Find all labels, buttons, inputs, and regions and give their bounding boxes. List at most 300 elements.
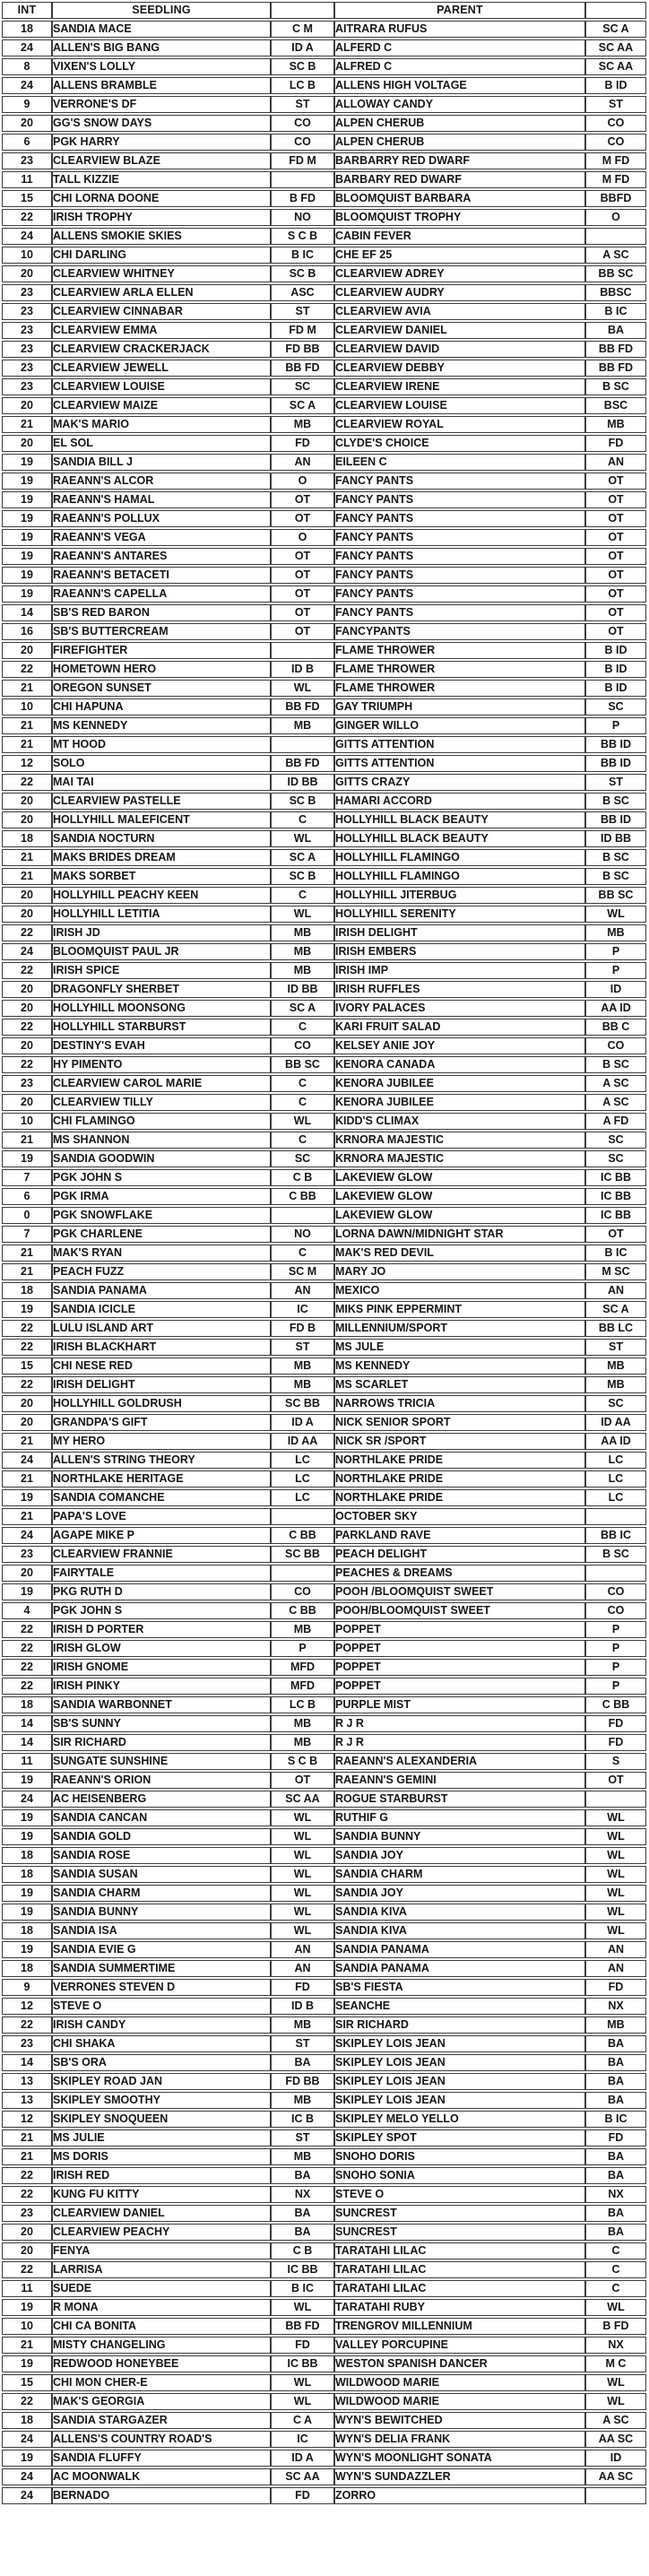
cell-parent-code: A SC [585, 2412, 646, 2429]
cell-seedling: SANDIA FLUFFY [52, 2450, 271, 2467]
cell-seedling-code: WL [271, 2374, 334, 2391]
cell-seedling: MAI TAI [52, 774, 271, 791]
table-row [2, 1320, 646, 1337]
cell-seedling-code: BA [271, 2205, 334, 2222]
table-row [2, 1376, 646, 1393]
table-row [2, 1357, 646, 1375]
table-row [2, 1019, 646, 1036]
cell-seedling-code: IC BB [271, 2261, 334, 2278]
table-row [2, 1452, 646, 1469]
cell-int: 22 [2, 924, 52, 941]
cell-seedling: HOLLYHILL LETITIA [52, 906, 271, 923]
cell-parent-code: WL [585, 1809, 646, 1826]
cell-parent: GINGER WILLO [334, 717, 585, 734]
cell-int: 24 [2, 39, 52, 56]
cell-seedling-code: BA [271, 2167, 334, 2184]
table-row [2, 1678, 646, 1695]
table-row [2, 811, 646, 828]
cell-seedling-code: SC M [271, 1263, 334, 1280]
cell-parent: EILEEN C [334, 454, 585, 471]
cell-seedling-code: OT [271, 510, 334, 527]
cell-seedling-code: BB FD [271, 2318, 334, 2335]
cell-parent-code: WL [585, 1904, 646, 1921]
table-row [2, 1753, 646, 1770]
cell-parent-code: ID [585, 2450, 646, 2467]
cell-parent-code: OT [585, 585, 646, 603]
cell-seedling-code: FD M [271, 322, 334, 339]
cell-parent-code: M FD [585, 152, 646, 169]
cell-parent-code: C BB [585, 1696, 646, 1713]
cell-seedling-code: NO [271, 1226, 334, 1243]
table-row [2, 228, 646, 245]
cell-seedling-code: SC A [271, 397, 334, 414]
cell-parent-code: B SC [585, 793, 646, 810]
cell-parent: PURPLE MIST [334, 1696, 585, 1713]
cell-int: 22 [2, 2017, 52, 2034]
cell-parent-code: AN [585, 1941, 646, 1958]
cell-seedling-code: MB [271, 1734, 334, 1751]
cell-seedling-code: C M [271, 21, 334, 38]
cell-seedling-code: LC [271, 1489, 334, 1506]
cell-int: 23 [2, 322, 52, 339]
cell-seedling: HY PIMENTO [52, 1056, 271, 1073]
table-row [2, 1885, 646, 1902]
cell-int: 9 [2, 1979, 52, 1996]
column-header-parent: PARENT [334, 2, 585, 19]
cell-int: 19 [2, 1301, 52, 1318]
cell-parent: IRISH IMP [334, 962, 585, 979]
cell-parent: PEACHES & DREAMS [334, 1565, 585, 1582]
cell-parent-code: B SC [585, 1546, 646, 1563]
cell-seedling: AC MOONWALK [52, 2468, 271, 2485]
cell-seedling: SANDIA GOODWIN [52, 1150, 271, 1167]
cell-parent-code: WL [585, 1828, 646, 1845]
cell-seedling-code [271, 1207, 334, 1224]
cell-seedling-code: WL [271, 1904, 334, 1921]
cell-seedling: REDWOOD HONEYBEE [52, 2355, 271, 2372]
cell-seedling: IRISH PINKY [52, 1678, 271, 1695]
cell-parent-code: BB ID [585, 755, 646, 772]
cell-int: 16 [2, 623, 52, 640]
table-row [2, 510, 646, 527]
cell-seedling: HOLLYHILL PEACHY KEEN [52, 887, 271, 904]
cell-parent-code: OT [585, 548, 646, 565]
cell-parent-code: SC A [585, 21, 646, 38]
cell-seedling-code: SC AA [271, 1791, 334, 1808]
table-row [2, 1169, 646, 1186]
cell-parent: BARBARRY RED DWARF [334, 152, 585, 169]
cell-seedling: SANDIA STARGAZER [52, 2412, 271, 2429]
cell-parent-code: BB ID [585, 736, 646, 753]
cell-seedling: CHI HAPUNA [52, 698, 271, 716]
cell-parent: SANDIA PANAMA [334, 1960, 585, 1977]
cell-parent-code: NX [585, 1998, 646, 2015]
cell-seedling: RAEANN'S CAPELLA [52, 585, 271, 603]
cell-parent: SEANCHE [334, 1998, 585, 2015]
cell-int: 6 [2, 134, 52, 151]
cell-parent: NICK SENIOR SPORT [334, 1414, 585, 1431]
cell-seedling-code: OT [271, 1772, 334, 1789]
table-row [2, 981, 646, 998]
cell-seedling: SANDIA EVIE G [52, 1941, 271, 1958]
cell-parent-code: AN [585, 454, 646, 471]
cell-int: 19 [2, 1828, 52, 1845]
cell-parent-code: BBFD [585, 190, 646, 207]
table-row [2, 1998, 646, 2015]
cell-parent: NORTHLAKE PRIDE [334, 1452, 585, 1469]
cell-int: 19 [2, 529, 52, 546]
column-header-parent-code [585, 2, 646, 19]
cell-parent-code: B SC [585, 378, 646, 395]
cell-seedling: SANDIA NOCTURN [52, 830, 271, 847]
table-row [2, 868, 646, 885]
cell-seedling-code: C [271, 1245, 334, 1262]
cell-seedling-code: BB FD [271, 698, 334, 716]
cell-seedling-code: SC [271, 1150, 334, 1167]
cell-parent-code: B ID [585, 642, 646, 659]
cell-seedling-code: WL [271, 2393, 334, 2410]
cell-seedling-code: WL [271, 906, 334, 923]
cell-int: 11 [2, 171, 52, 188]
cell-parent: GAY TRIUMPH [334, 698, 585, 716]
cell-seedling-code: ID BB [271, 981, 334, 998]
cell-parent: ALFERD C [334, 39, 585, 56]
cell-seedling-code: ID A [271, 2450, 334, 2467]
cell-int: 21 [2, 1470, 52, 1487]
cell-int: 22 [2, 1678, 52, 1695]
table-row [2, 1226, 646, 1243]
cell-seedling: PGK CHARLENE [52, 1226, 271, 1243]
cell-seedling-code [271, 1508, 334, 1525]
table-row [2, 1565, 646, 1582]
cell-seedling-code: C [271, 1019, 334, 1036]
cell-seedling-code: WL [271, 1885, 334, 1902]
cell-parent: CLEARVIEW DANIEL [334, 322, 585, 339]
table-row [2, 2393, 646, 2410]
table-row [2, 2299, 646, 2316]
cell-seedling-code: NX [271, 2186, 334, 2203]
table-row [2, 698, 646, 716]
cell-parent-code: OT [585, 1226, 646, 1243]
cell-parent: POPPET [334, 1640, 585, 1657]
cell-seedling-code: C B [271, 2242, 334, 2259]
cell-parent: HOLLYHILL JITERBUG [334, 887, 585, 904]
cell-int: 18 [2, 21, 52, 38]
table-row [2, 849, 646, 866]
cell-int: 20 [2, 1414, 52, 1431]
cell-parent: TARATAHI LILAC [334, 2280, 585, 2297]
cell-seedling-code: BA [271, 2224, 334, 2241]
cell-int: 10 [2, 247, 52, 264]
cell-parent-code: BA [585, 2073, 646, 2090]
cell-int: 20 [2, 906, 52, 923]
cell-int: 21 [2, 717, 52, 734]
cell-int: 21 [2, 2129, 52, 2147]
table-row [2, 567, 646, 584]
table-row [2, 1640, 646, 1657]
table-row [2, 2355, 646, 2372]
cell-parent: TARATAHI RUBY [334, 2299, 585, 2316]
cell-seedling-code: WL [271, 1922, 334, 1939]
cell-int: 23 [2, 1075, 52, 1092]
cell-parent: ALPEN CHERUB [334, 115, 585, 132]
cell-parent-code: SC [585, 1150, 646, 1167]
table-row [2, 642, 646, 659]
table-row [2, 115, 646, 132]
cell-int: 18 [2, 1866, 52, 1883]
cell-seedling: SANDIA BUNNY [52, 1904, 271, 1921]
cell-seedling-code: S C B [271, 1753, 334, 1770]
cell-int: 12 [2, 2111, 52, 2128]
cell-parent-code: P [585, 717, 646, 734]
cell-int: 19 [2, 510, 52, 527]
cell-parent-code: P [585, 1640, 646, 1657]
cell-seedling: SANDIA MACE [52, 21, 271, 38]
table-row [2, 2148, 646, 2165]
cell-parent-code [585, 2487, 646, 2504]
cell-int: 19 [2, 567, 52, 584]
cell-seedling: MAK'S GEORGIA [52, 2393, 271, 2410]
cell-int: 10 [2, 2318, 52, 2335]
cell-parent: SANDIA PANAMA [334, 1941, 585, 1958]
table-row [2, 2280, 646, 2297]
cell-parent: RAEANN'S GEMINI [334, 1772, 585, 1789]
cell-seedling-code: ST [271, 2035, 334, 2052]
cell-seedling: CLEARVIEW WHITNEY [52, 265, 271, 282]
cell-seedling: CLEARVIEW ARLA ELLEN [52, 284, 271, 301]
cell-seedling-code: WL [271, 680, 334, 697]
table-body [2, 21, 646, 2504]
cell-parent: HOLLYHILL BLACK BEAUTY [334, 830, 585, 847]
table-row [2, 77, 646, 94]
cell-seedling: MS JULIE [52, 2129, 271, 2147]
cell-parent: CLEARVIEW DEBBY [334, 360, 585, 377]
cell-int: 19 [2, 2355, 52, 2372]
cell-int: 4 [2, 1602, 52, 1619]
cell-int: 22 [2, 962, 52, 979]
cell-seedling-code: MB [271, 717, 334, 734]
cell-int: 12 [2, 755, 52, 772]
cell-parent-code: OT [585, 1772, 646, 1789]
cell-seedling-code: MB [271, 1357, 334, 1375]
cell-int: 23 [2, 303, 52, 320]
table-row [2, 1696, 646, 1713]
cell-seedling-code: O [271, 529, 334, 546]
cell-seedling-code: SC AA [271, 2468, 334, 2485]
cell-parent: AITRARA RUFUS [334, 21, 585, 38]
cell-seedling: ALLENS'S COUNTRY ROAD'S [52, 2431, 271, 2448]
cell-seedling: ALLEN'S STRING THEORY [52, 1452, 271, 1469]
cell-parent-code: BA [585, 2035, 646, 2052]
cell-seedling-code: ID BB [271, 774, 334, 791]
table-row [2, 1489, 646, 1506]
cell-int: 22 [2, 2167, 52, 2184]
cell-int: 23 [2, 378, 52, 395]
table-row [2, 2129, 646, 2147]
cell-int: 18 [2, 1282, 52, 1299]
cell-seedling: SB'S BUTTERCREAM [52, 623, 271, 640]
cell-parent: CLEARVIEW LOUISE [334, 397, 585, 414]
cell-seedling: DRAGONFLY SHERBET [52, 981, 271, 998]
cell-int: 19 [2, 1885, 52, 1902]
table-row [2, 1904, 646, 1921]
cell-parent: FANCY PANTS [334, 491, 585, 508]
cell-parent-code: BA [585, 2205, 646, 2222]
cell-seedling: RAEANN'S BETACETI [52, 567, 271, 584]
table-row [2, 473, 646, 490]
table-row [2, 717, 646, 734]
cell-seedling-code: MB [271, 924, 334, 941]
cell-int: 18 [2, 1960, 52, 1977]
table-row [2, 2318, 646, 2335]
cell-seedling: SANDIA ICICLE [52, 1301, 271, 1318]
cell-seedling: SANDIA WARBONNET [52, 1696, 271, 1713]
cell-seedling-code: SC B [271, 868, 334, 885]
table-row [2, 1922, 646, 1939]
cell-parent-code: FD [585, 1715, 646, 1732]
cell-parent: WYN'S DELIA FRANK [334, 2431, 585, 2448]
cell-seedling-code: SC A [271, 849, 334, 866]
table-row [2, 1979, 646, 1996]
cell-int: 23 [2, 1546, 52, 1563]
cell-parent: IRISH DELIGHT [334, 924, 585, 941]
cell-seedling-code: MB [271, 2017, 334, 2034]
cell-parent: NICK SR /SPORT [334, 1433, 585, 1450]
cell-seedling: SKIPLEY ROAD JAN [52, 2073, 271, 2090]
cell-int: 22 [2, 1019, 52, 1036]
cell-parent-code: WL [585, 2393, 646, 2410]
cell-seedling: RAEANN'S ANTARES [52, 548, 271, 565]
cell-int: 20 [2, 642, 52, 659]
cell-seedling: VERRONES STEVEN D [52, 1979, 271, 1996]
cell-parent: SIR RICHARD [334, 2017, 585, 2034]
table-row [2, 2054, 646, 2071]
cell-parent: SANDIA BUNNY [334, 1828, 585, 1845]
cell-seedling-code: IC [271, 1301, 334, 1318]
cell-parent-code: CO [585, 1037, 646, 1054]
table-row [2, 1772, 646, 1789]
cell-seedling: CHI MON CHER-E [52, 2374, 271, 2391]
cell-seedling-code: B IC [271, 2280, 334, 2297]
cell-seedling-code: MB [271, 1376, 334, 1393]
table-row [2, 397, 646, 414]
table-row [2, 962, 646, 979]
cell-seedling: BLOOMQUIST PAUL JR [52, 943, 271, 960]
table-row [2, 924, 646, 941]
cell-seedling: HOMETOWN HERO [52, 661, 271, 678]
cell-parent-code: B IC [585, 2111, 646, 2128]
cell-parent: CLEARVIEW IRENE [334, 378, 585, 395]
cell-int: 6 [2, 1188, 52, 1205]
cell-seedling: PGK JOHN S [52, 1602, 271, 1619]
table-row [2, 2224, 646, 2241]
cell-parent: FANCY PANTS [334, 529, 585, 546]
cell-seedling: MS DORIS [52, 2148, 271, 2165]
cell-int: 22 [2, 1621, 52, 1638]
cell-parent: GITTS CRAZY [334, 774, 585, 791]
cell-parent-code: OT [585, 491, 646, 508]
cell-seedling: CLEARVIEW CINNABAR [52, 303, 271, 320]
cell-int: 23 [2, 2035, 52, 2052]
table-row [2, 548, 646, 565]
cell-parent-code: LC [585, 1470, 646, 1487]
cell-int: 21 [2, 736, 52, 753]
cell-int: 0 [2, 1207, 52, 1224]
cell-int: 19 [2, 1583, 52, 1600]
cell-parent: SKIPLEY LOIS JEAN [334, 2092, 585, 2109]
cell-seedling: SANDIA SUSAN [52, 1866, 271, 1883]
cell-int: 22 [2, 661, 52, 678]
cell-parent-code: C [585, 2242, 646, 2259]
cell-seedling-code: WL [271, 2299, 334, 2316]
cell-seedling-code: C [271, 1132, 334, 1149]
cell-int: 23 [2, 152, 52, 169]
cell-seedling-code: AN [271, 1941, 334, 1958]
cell-seedling: SB'S ORA [52, 2054, 271, 2071]
cell-int: 19 [2, 585, 52, 603]
table-row [2, 1621, 646, 1638]
cell-seedling: R MONA [52, 2299, 271, 2316]
cell-seedling-code: SC BB [271, 1395, 334, 1412]
cell-parent: KRNORA MAJESTIC [334, 1132, 585, 1149]
cell-seedling: CHI CA BONITA [52, 2318, 271, 2335]
table-row [2, 341, 646, 358]
cell-parent: CLEARVIEW AVIA [334, 303, 585, 320]
cell-seedling-code: SC [271, 378, 334, 395]
table-row [2, 1282, 646, 1299]
cell-seedling-code: ID AA [271, 1433, 334, 1450]
cell-parent: CLEARVIEW ROYAL [334, 416, 585, 433]
cell-int: 14 [2, 1734, 52, 1751]
cell-parent-code: O [585, 209, 646, 226]
cell-seedling-code: IC BB [271, 2355, 334, 2372]
cell-int: 19 [2, 1809, 52, 1826]
cell-int: 8 [2, 58, 52, 75]
table-row [2, 830, 646, 847]
cell-parent: FANCY PANTS [334, 604, 585, 621]
cell-int: 21 [2, 1245, 52, 1262]
cell-seedling: MAK'S MARIO [52, 416, 271, 433]
cell-parent: KELSEY ANIE JOY [334, 1037, 585, 1054]
cell-int: 20 [2, 981, 52, 998]
cell-seedling-code: MB [271, 2148, 334, 2165]
table-row [2, 1659, 646, 1676]
cell-parent: TRENGROV MILLENNIUM [334, 2318, 585, 2335]
cell-seedling-code: CO [271, 1037, 334, 1054]
cell-parent-code: WL [585, 1866, 646, 1883]
cell-parent-code: ID [585, 981, 646, 998]
cell-parent-code: AA SC [585, 2431, 646, 2448]
cell-seedling-code: BB SC [271, 1056, 334, 1073]
cell-parent-code: P [585, 1621, 646, 1638]
table-row [2, 2468, 646, 2485]
cell-parent-code: BB SC [585, 265, 646, 282]
table-row [2, 2412, 646, 2429]
cell-parent: CLEARVIEW AUDRY [334, 284, 585, 301]
cell-seedling-code: OT [271, 548, 334, 565]
table-row [2, 2111, 646, 2128]
cell-seedling: IRISH GNOME [52, 1659, 271, 1676]
table-row [2, 680, 646, 697]
cell-seedling-code: BB FD [271, 755, 334, 772]
cell-parent-code: SC A [585, 1301, 646, 1318]
table-row [2, 1828, 646, 1845]
cell-parent-code: WL [585, 2299, 646, 2316]
table-row [2, 1188, 646, 1205]
table-row [2, 2186, 646, 2203]
cell-seedling: MY HERO [52, 1433, 271, 1450]
table-row [2, 435, 646, 452]
